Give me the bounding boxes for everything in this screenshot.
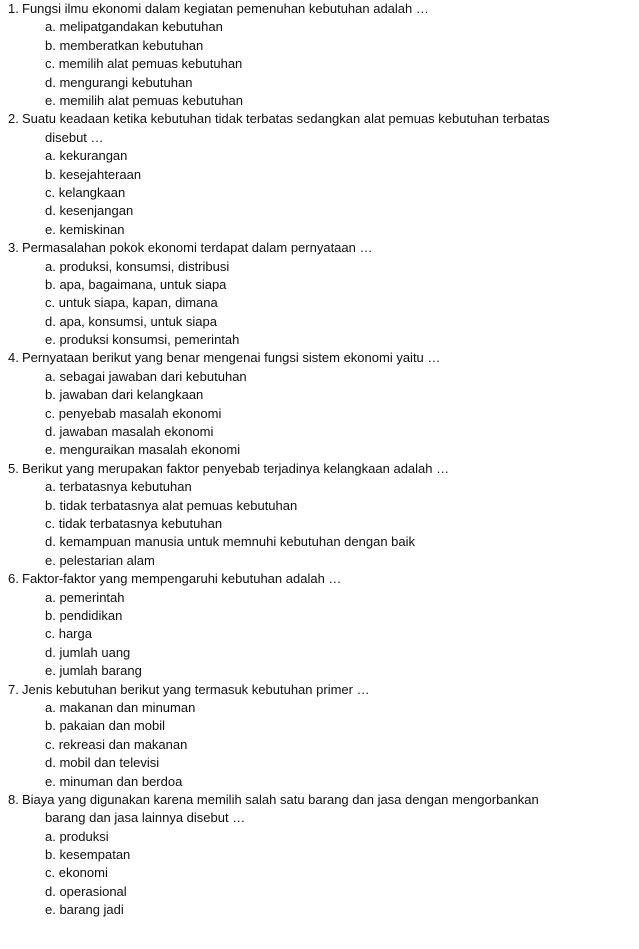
- option-e: e. pelestarian alam: [45, 552, 155, 568]
- question-3: [8, 239, 633, 349]
- option-b: b. jawaban dari kelangkaan: [45, 387, 204, 403]
- option-e: e. kemiskinan: [45, 221, 125, 237]
- option-e: e. minuman dan berdoa: [45, 773, 183, 789]
- question-text-continuation: barang dan jasa lainnya disebut …: [45, 810, 246, 826]
- option-d: d. operasional: [45, 883, 127, 899]
- option-e: e. produksi konsumsi, pemerintah: [45, 332, 240, 348]
- question-number: 2.: [8, 111, 19, 127]
- question-line: [8, 110, 633, 128]
- question-text: Suatu keadaan ketika kebutuhan tidak terbatas sedangkan alat pemuas kebutuhan terbatas: [22, 111, 550, 127]
- option-e: e. barang jadi: [45, 902, 124, 918]
- option-c: c. penyebab masalah ekonomi: [45, 405, 222, 421]
- option-a: a. makanan dan minuman: [45, 699, 196, 715]
- option-b: b. pakaian dan mobil: [45, 718, 165, 734]
- option-a: a. sebagai jawaban dari kebutuhan: [45, 368, 247, 384]
- option-d: d. mengurangi kebutuhan: [45, 74, 193, 90]
- question-number: 8.: [8, 791, 19, 807]
- option-e: e. memilih alat pemuas kebutuhan: [45, 92, 244, 108]
- question-text: Fungsi ilmu ekonomi dalam kegiatan pemenuhan kebutuhan adalah …: [22, 1, 429, 16]
- option-e: e. jumlah barang: [45, 663, 142, 679]
- question-line: [8, 681, 633, 699]
- option-d: d. kesenjangan: [45, 203, 134, 219]
- question-number: 5.: [8, 460, 19, 476]
- option-b: b. kesempatan: [45, 847, 131, 863]
- option-a: a. melipatgandakan kebutuhan: [45, 19, 223, 35]
- option-c: c. kelangkaan: [45, 184, 126, 200]
- option-d: d. jawaban masalah ekonomi: [45, 424, 214, 440]
- option-a: a. produksi: [45, 828, 109, 844]
- question-text-continuation: disebut …: [45, 129, 104, 145]
- option-c: c. ekonomi: [45, 865, 108, 881]
- option-c: c. memilih alat pemuas kebutuhan: [45, 56, 243, 72]
- option-a: a. pemerintah: [45, 589, 125, 605]
- question-1: [8, 0, 633, 110]
- option-a: a. produksi, konsumsi, distribusi: [45, 258, 230, 274]
- question-8: [8, 791, 633, 920]
- option-d: d. kemampuan manusia untuk memnuhi kebutuhan dengan baik: [45, 534, 416, 550]
- question-line: [8, 570, 633, 588]
- question-number: 7.: [8, 681, 19, 697]
- option-d: d. apa, konsumsi, untuk siapa: [45, 313, 217, 329]
- question-line: [8, 0, 633, 18]
- quiz-document: [8, 0, 633, 920]
- question-line: [8, 349, 633, 367]
- option-c: c. untuk siapa, kapan, dimana: [45, 295, 218, 311]
- option-b: b. kesejahteraan: [45, 166, 142, 182]
- question-2: [8, 110, 633, 239]
- question-7: [8, 681, 633, 791]
- question-6: [8, 570, 633, 680]
- question-line: [8, 239, 633, 257]
- question-line: [8, 460, 633, 478]
- question-number: 3.: [8, 240, 19, 256]
- option-b: b. apa, bagaimana, untuk siapa: [45, 276, 227, 292]
- question-number: 6.: [8, 571, 19, 587]
- question-text: Faktor-faktor yang mempengaruhi kebutuhan adalah …: [22, 571, 342, 587]
- question-text: Berikut yang merupakan faktor penyebab terjadinya kelangkaan adalah …: [22, 460, 450, 476]
- question-text: Pernyataan berikut yang benar mengenai fungsi sistem ekonomi yaitu …: [22, 350, 441, 366]
- option-d: d. jumlah uang: [45, 644, 131, 660]
- option-b: b. memberatkan kebutuhan: [45, 37, 204, 53]
- option-e: e. menguraikan masalah ekonomi: [45, 442, 241, 458]
- option-b: b. pendidikan: [45, 607, 123, 623]
- question-text: Biaya yang digunakan karena memilih salah satu barang dan jasa dengan mengorbankan: [22, 791, 539, 807]
- option-a: a. kekurangan: [45, 148, 128, 164]
- option-d: d. mobil dan televisi: [45, 755, 160, 771]
- question-5: [8, 460, 633, 570]
- option-c: c. rekreasi dan makanan: [45, 736, 188, 752]
- question-line: [8, 791, 633, 809]
- question-number: 4.: [8, 350, 19, 366]
- option-a: a. terbatasnya kebutuhan: [45, 479, 192, 495]
- question-4: [8, 349, 633, 459]
- question-text: Jenis kebutuhan berikut yang termasuk kebutuhan primer …: [22, 681, 370, 697]
- question-number: 1.: [8, 1, 19, 16]
- option-c: c. harga: [45, 626, 92, 642]
- option-b: b. tidak terbatasnya alat pemuas kebutuhan: [45, 497, 298, 513]
- question-text: Permasalahan pokok ekonomi terdapat dalam pernyataan …: [22, 240, 373, 256]
- option-c: c. tidak terbatasnya kebutuhan: [45, 516, 223, 532]
